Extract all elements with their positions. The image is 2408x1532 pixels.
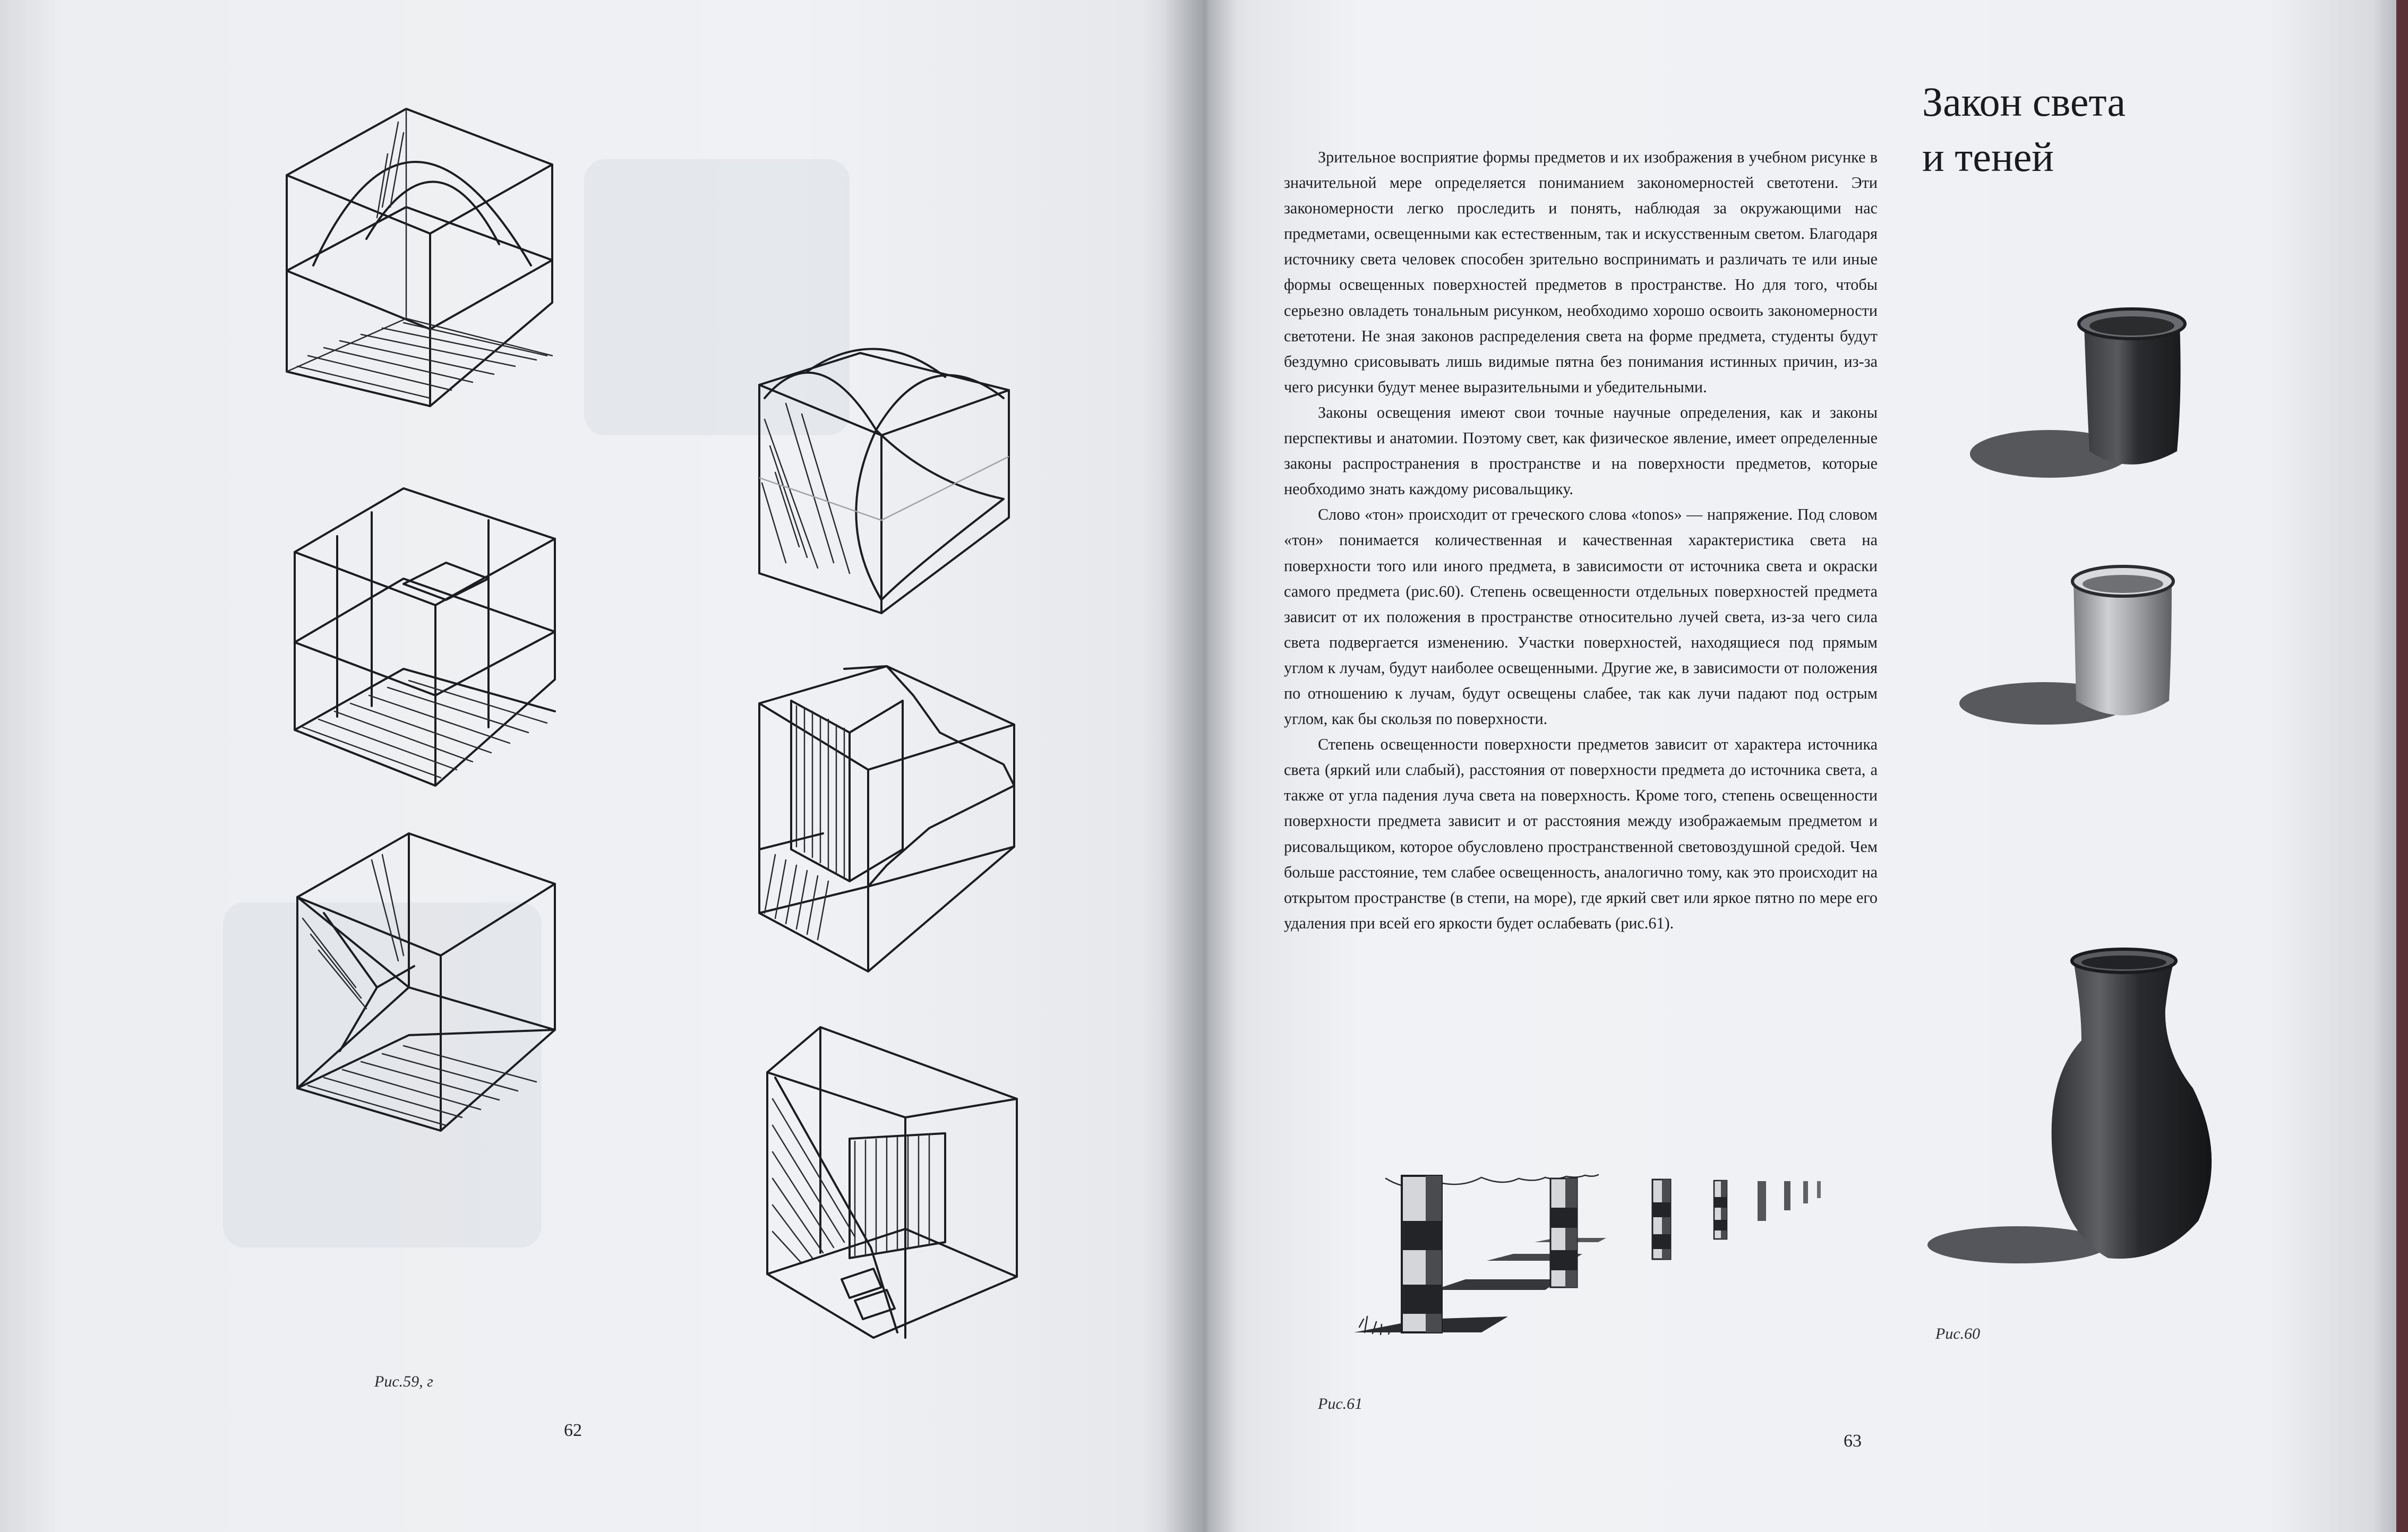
page-number-right: 63 [1844, 1431, 1862, 1451]
cube-step-sketch [287, 483, 573, 791]
cube-blocks-sketch [754, 658, 1025, 977]
figure-60-caption: Рис.60 [1935, 1325, 1981, 1342]
posts-perspective-drawing [1343, 1157, 1843, 1370]
paragraph-2: Законы освещения имеют свои точные научные определения, как и законы перспективы и анатомии. Поэтому свет, как физическое явление, имеет определенные законы распространения в пространстве и на поверхности предметов, которые необходимо знать каждому рисовальщику. [1284, 403, 1878, 498]
paragraph-3: Слово «тон» происходит от греческого слова «tonos» — напряжение. Под словом «тон» понимается количественная и качественная характеристика света на поверхности того или иного предмета, в зависимости от источника света и окраски самого предмета (рис.60). Степень освещенности отдельных поверхностей предмета зависит от их положения в пространстве относительно лучей света, из-за чего сила света подвергается изменению. Участки поверхностей, находящиеся под прямым углом к лучам, будут наиболее освещенными. Другие же, в зависимости от положения по отношению к лучам, будут освещены слабее, так как лучи падают под острым углом, как бы скользя по поверхности. [1284, 505, 1878, 728]
figure-61-caption: Рис.61 [1318, 1395, 1363, 1413]
title-line-2: и теней [1922, 134, 2054, 180]
dark-jar-drawing [1965, 308, 2241, 488]
paragraph-4: Степень освещенности поверхности предметов зависит от характера источника света (яркий или слабый), расстояния от поверхности предмета до источника света, а также от угла падения луча света на поверхность. Кроме того, степень освещенности поверхности предмета зависит и от расстояния между изображаемым предметом и рисовальщиком, которое обусловлено пространственной световоздушной средой. Чем больше расстояние, тем слабее освещенность, аналогично тому, как это происходит на открытом пространстве (в степи, на море), где яркий свет или яркое пятно по мере его удаления при всей его яркости будет ослабевать (рис.61). [1284, 735, 1878, 932]
light-jar-drawing [1954, 563, 2241, 743]
page-number-left: 62 [564, 1421, 582, 1440]
title-line-1: Закон света [1922, 79, 2126, 125]
vase-drawing [1922, 945, 2241, 1274]
cube-dome-sketch [276, 101, 573, 419]
figure-59-caption: Рис.59, г [374, 1373, 433, 1390]
cube-stairs-sketch [759, 1019, 1025, 1343]
article-text [1284, 144, 1878, 936]
paragraph-1: Зрительное восприятие формы предметов и их изображения в учебном рисунке в значительной мере определяется пониманием закономерностей светотени. Эти закономерности легко проследить и понять, наблюдая за окружающими нас предметами, освещенными как естественным, так и искусственным светом. Благодаря источнику света человек способен зрительно воспринимать и различать те или иные формы освещенных поверхностей предметов в пространстве. Но для того, чтобы серьезно овладеть тональным рисунком, необходимо хорошо освоить закономерности светотени. Не зная законов распределения света на форме предмета, студенты будут бездумно срисовывать лишь видимые пятна без понимания истинных причин, из-за чего рисунки будут менее выразительными и убедительными. [1284, 148, 1878, 396]
book-cover-edge [2396, 0, 2408, 1532]
cube-diagonal-sketch [292, 828, 568, 1136]
section-title [1922, 74, 2198, 185]
cube-arches-sketch [754, 345, 1019, 621]
